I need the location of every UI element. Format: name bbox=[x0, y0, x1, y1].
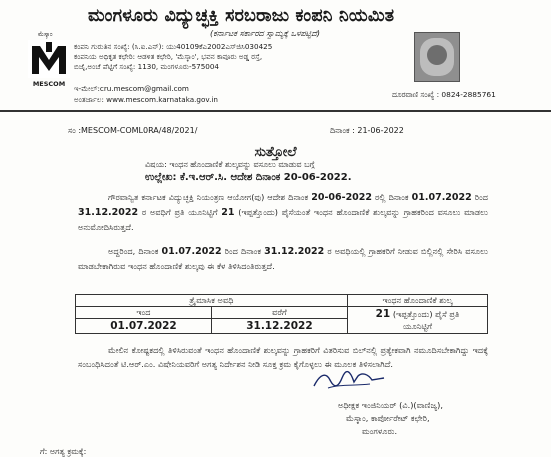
charge-cell: 21 (ಇಪ್ಪತ್ತೊಂದು) ಪೈಸೆ ಪ್ರತಿ ಯೂನಿಟ್ಟಿಗೆ bbox=[347, 307, 487, 334]
from-date: 01.07.2022 bbox=[76, 319, 212, 334]
website-text: ಅಂತರ್ಜಾಲ: www.mescom.karnataka.gov.in bbox=[74, 95, 218, 104]
company-subtitle: (ಕರ್ನಾಟಕ ಸರ್ಕಾರದ ಸ್ವಾಮ್ಯಕ್ಕೆ ಒಳಪಟ್ಟಿದೆ) bbox=[210, 29, 320, 38]
reference-number: ಸಂ :MESCOM-COML0RA/48/2021/ bbox=[68, 126, 198, 135]
subject-line: ವಿಷಯ: ಇಂಧನ ಹೊಂದಾಣಿಕೆ ಶುಲ್ಕವನ್ನು ವಸೂಲು ಮಾಡುವ ಬಗ್ಗೆ bbox=[145, 160, 315, 169]
signatory-place: ಮಂಗಳೂರು. bbox=[362, 426, 398, 436]
period-header: ತ್ರೈಮಾಸಿಕ ಅವಧಿ bbox=[76, 295, 348, 307]
charge-header: ಇಂಧನ ಹೊಂದಾಣಿಕೆ ಶುಲ್ಕ bbox=[347, 295, 487, 307]
to-date: 31.12.2022 bbox=[211, 319, 347, 334]
cc-label: ಗೆ: ಅಗತ್ಯ ಕ್ರಮಕ್ಕೆ: bbox=[40, 447, 87, 456]
logo-label: MESCOM bbox=[32, 80, 66, 88]
company-name: ಮಂಗಳೂರು ವಿದ್ಯುಚ್ಛಕ್ತಿ ಸರಬರಾಜು ಕಂಪನಿ ನಿಯಮಿತ bbox=[88, 6, 395, 26]
logo-top-label: ಮೆಸ್ಕಾಂ bbox=[38, 31, 53, 38]
closing-paragraph: ಮೇಲಿನ ಕೋಷ್ಟಕದಲ್ಲಿ ತಿಳಿಸಿರುವಂತೆ ಇಂಧನ ಹೊಂದಾಣಿಕೆ ಶುಲ್ಕವನ್ನು ಗ್ರಾಹಕರಿಗೆ ವಿತರಿಸುವ ಬಿಲ್‌ನಲ್ಲಿ ಪ್ರತ್ಯೇಕವಾಗಿ ನಮೂದಿಸಬೇಕಾಗಿದ್ದು ಇದಕ್ಕೆ ಸಂಬಂಧಿಸಿದಂತೆ ಟಿ.ಆರ್.ಎಂ. ವಿಷೇನಿಯವರಿಗೆ ಅಗತ್ಯ ನಿರ್ದೇಶನ ನೀಡಿ ಸೂಕ್ತ ಕ್ರಮ ಕೈಗೊಳ್ಳಲು ಈ ಮೂಲಕ ತಿಳಿಸಲಾಗಿದೆ. bbox=[78, 345, 488, 369]
paragraph-1: ಗೌರವಾನ್ವಿತ ಕರ್ನಾಟಕ ವಿದ್ಯುಚ್ಛಕ್ತಿ ನಿಯಂತ್ರಣ ಆಯೋಗ(ವು) ಆದೇಶ ದಿನಾಂಕ 20-06-2022 ರಲ್ಲಿ ದಿನಾಂಕ 01.07.2022 ರಿಂದ 31.12.2022 ರ ಅವಧಿಗೆ ಪ್ರತಿ ಯೂನಿಟ್ಟಿಗೆ 21 (ಇಪ್ಪತ್ತೊಂದು) ಪೈಸೆಯಂತೆ ಇಂಧನ ಹೊಂದಾಣಿಕೆ ಶುಲ್ಕವನ್ನು ಗ್ರಾಹಕರಿಂದ ವಸೂಲು ಮಾಡಲು ಅನುಮೋದಿಸಿರುತ್ತದೆ. bbox=[78, 192, 489, 232]
from-label: ಇಂದ bbox=[76, 307, 212, 319]
info-line-cin: ಕಂಪನಿ ಗುರುತಿನ ಸಂಖ್ಯೆ: (ಸಿ.ಐ.ಎನ್): ಯು40109ಕೆಎ2002ಎಸ್‌ಜಿಸಿ030425 bbox=[74, 42, 273, 51]
emblem-image bbox=[414, 32, 460, 82]
to-label: ವರೆಗೆ bbox=[211, 307, 347, 319]
fuel-charge-table bbox=[75, 294, 488, 334]
email-text: ಇ-ಮೇಲ್:cru.mescom@gmail.com bbox=[74, 84, 189, 93]
signatory-office: ಮೆಸ್ಕಾಂ, ಕಾರ್ಪೋರೇಟ್ ಕಛೇರಿ, bbox=[346, 413, 430, 423]
info-line-pobox: ಬಿಜೈ,ಅಂಚೆ ಪೆಟ್ಟಿಗೆ ಸಂಖ್ಯೆ: 1130, ಮಂಗಳೂರು-575004 bbox=[74, 62, 220, 71]
signatory-designation: ಅಧೀಕ್ಷಕ ಇಂಜಿನಿಯರ್ (ವಿ.)(ವಾಣಿಜ್ಯ), bbox=[338, 400, 443, 410]
mescom-logo bbox=[28, 40, 70, 78]
paragraph-2: ಅದ್ದರಿಂದ, ದಿನಾಂಕ 01.07.2022 ರಿಂದ ದಿನಾಂಕ 31.12.2022 ರ ಅವಧಿಯಲ್ಲಿ ಗ್ರಾಹಕರಿಗೆ ನೀಡುವ ಬಿಲ್ಲಿನಲ್ಲಿ ಸೇರಿಸಿ ವಸೂಲು ಮಾಡಬೇಕಾಗಿರುವ ಇಂಧನ ಹೊಂದಾಣಿಕೆ ಶುಲ್ಕವು ಈ ಕೆಳ ತಿಳಿಸಿದಂತಿರುತ್ತದೆ. bbox=[78, 246, 488, 271]
document-date: ದಿನಾಂಕ : 21-06-2022 bbox=[330, 126, 404, 135]
document-heading: ಸುತ್ತೋಲೆ bbox=[254, 144, 297, 160]
signature-image bbox=[310, 368, 390, 392]
reference-line: ಉಲ್ಲೇಖ: ಕೆ.ಇ.ಆರ್.ಸಿ. ಆದೇಶ ದಿನಾಂಕ 20-06-2022. bbox=[145, 172, 352, 183]
info-line-address: ಕಂಪನಿಯ ಅಧಿಕೃತ ಕಛೇರಿ: ಆಡಳಿತ ಕಛೇರಿ, 'ಮೆಸ್ಕಾಂ', ಭವನ ಕಾವೂರು ಅಡ್ಡ ರಸ್ತೆ, bbox=[74, 52, 263, 61]
header-divider bbox=[0, 110, 551, 112]
phone-text: ದೂರವಾಣಿ ಸಂಖ್ಯೆ : 0824-2885761 bbox=[392, 90, 496, 99]
